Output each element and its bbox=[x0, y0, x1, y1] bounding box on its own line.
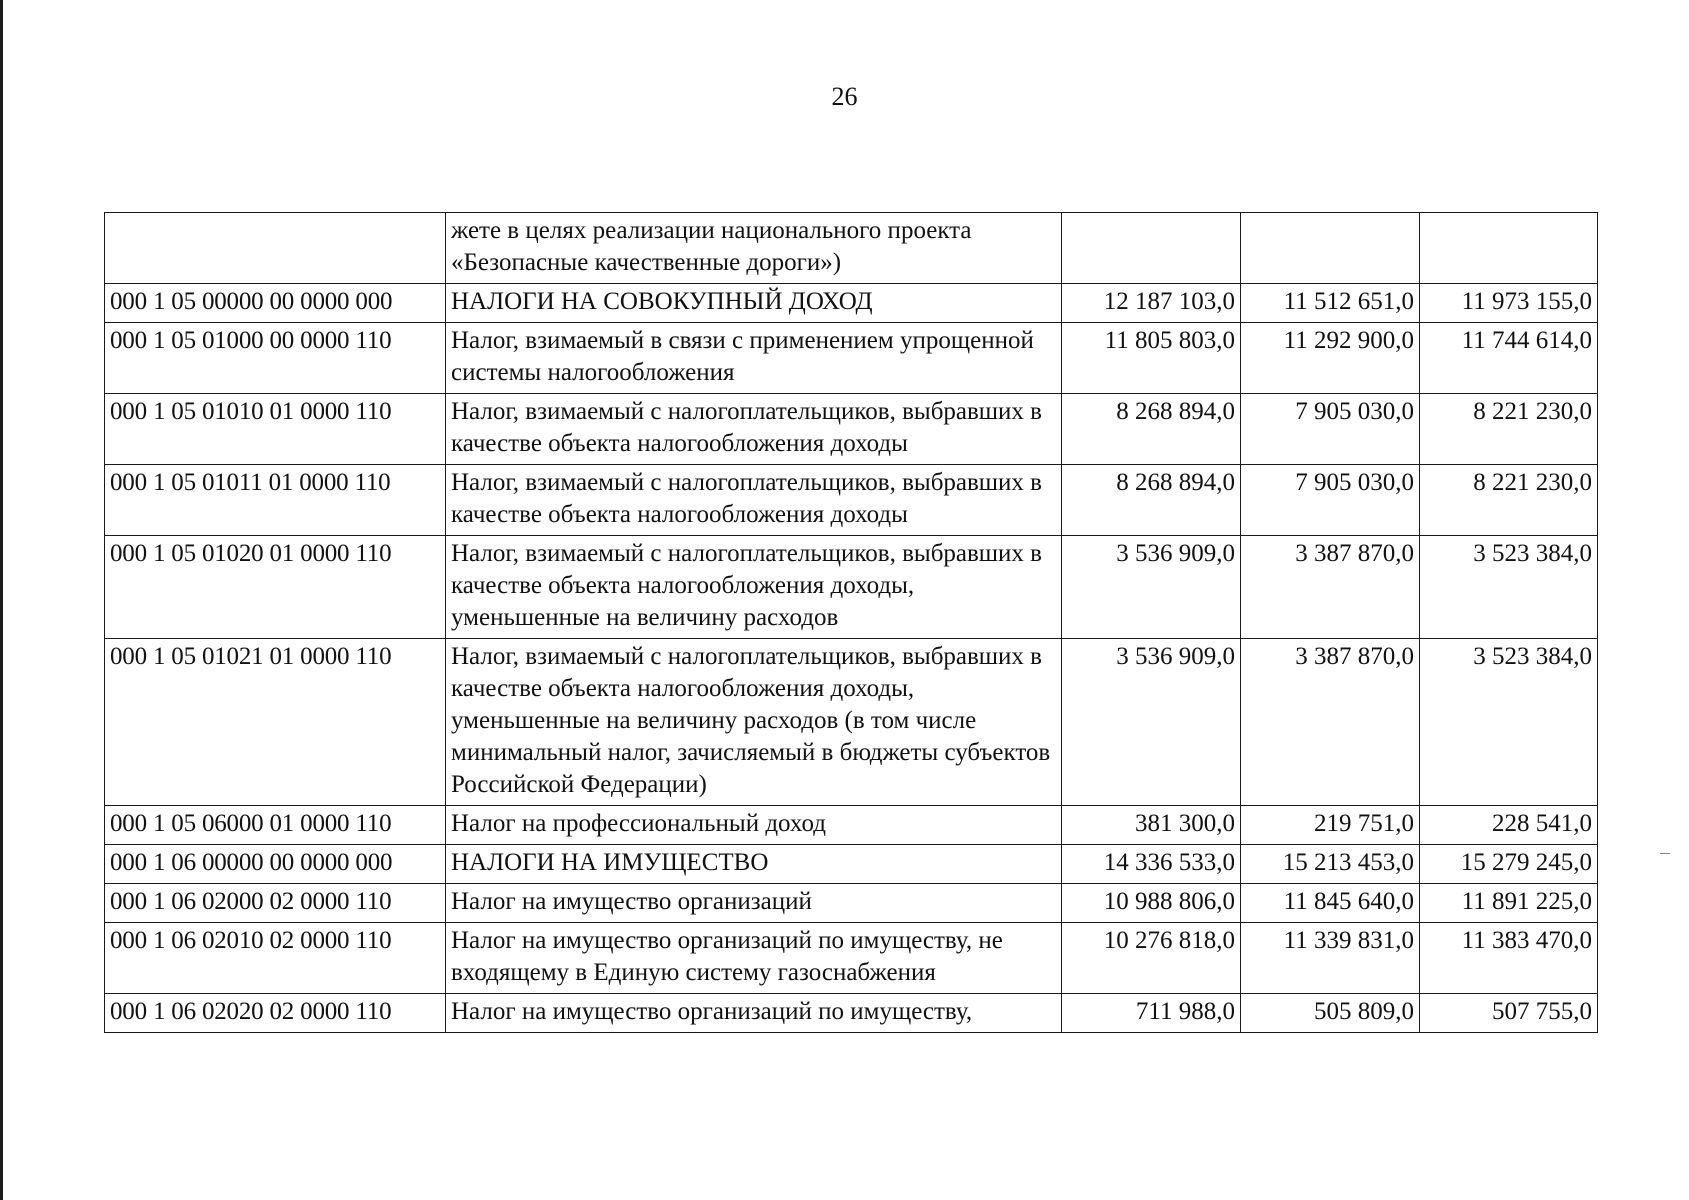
amount-year2-cell: 505 809,0 bbox=[1241, 994, 1420, 1033]
amount-year2-cell: 11 292 900,0 bbox=[1241, 323, 1420, 394]
table-row bbox=[105, 994, 1598, 1033]
amount-year2-cell: 7 905 030,0 bbox=[1241, 394, 1420, 465]
table-row bbox=[105, 923, 1598, 994]
kbk-code-cell: 000 1 05 06000 01 0000 110 bbox=[105, 806, 446, 845]
kbk-code-cell: 000 1 05 01010 01 0000 110 bbox=[105, 394, 446, 465]
amount-year1-cell: 711 988,0 bbox=[1062, 994, 1241, 1033]
kbk-code-cell: 000 1 06 02010 02 0000 110 bbox=[105, 923, 446, 994]
revenue-name-cell: НАЛОГИ НА СОВОКУПНЫЙ ДОХОД bbox=[446, 284, 1062, 323]
amount-year1-cell: 10 988 806,0 bbox=[1062, 884, 1241, 923]
kbk-code-cell: 000 1 05 00000 00 0000 000 bbox=[105, 284, 446, 323]
amount-year1-cell: 11 805 803,0 bbox=[1062, 323, 1241, 394]
kbk-code-cell: 000 1 05 01020 01 0000 110 bbox=[105, 536, 446, 639]
revenue-name-cell: Налог, взимаемый с налогоплательщиков, выбравших в качестве объекта налогообложения доходы, уменьшенные на величину расходов bbox=[446, 536, 1062, 639]
revenue-table bbox=[104, 212, 1598, 1033]
table-row bbox=[105, 284, 1598, 323]
kbk-code-cell bbox=[105, 213, 446, 284]
table-row bbox=[105, 465, 1598, 536]
amount-year2-cell bbox=[1241, 213, 1420, 284]
table-row bbox=[105, 536, 1598, 639]
revenue-name-cell: Налог, взимаемый с налогоплательщиков, выбравших в качестве объекта налогообложения доходы bbox=[446, 394, 1062, 465]
revenue-name-cell: Налог на имущество организаций по имуществу, bbox=[446, 994, 1062, 1033]
amount-year1-cell: 8 268 894,0 bbox=[1062, 465, 1241, 536]
amount-year1-cell: 3 536 909,0 bbox=[1062, 639, 1241, 806]
kbk-code-cell: 000 1 06 00000 00 0000 000 bbox=[105, 845, 446, 884]
revenue-table-body bbox=[105, 213, 1598, 1033]
amount-year2-cell: 7 905 030,0 bbox=[1241, 465, 1420, 536]
kbk-code-cell: 000 1 05 01011 01 0000 110 bbox=[105, 465, 446, 536]
revenue-name-cell: Налог на имущество организаций по имуществу, не входящему в Единую систему газоснабжения bbox=[446, 923, 1062, 994]
amount-year1-cell: 381 300,0 bbox=[1062, 806, 1241, 845]
amount-year3-cell: 8 221 230,0 bbox=[1420, 465, 1598, 536]
scan-mark bbox=[1660, 853, 1670, 854]
table-row bbox=[105, 884, 1598, 923]
amount-year3-cell: 8 221 230,0 bbox=[1420, 394, 1598, 465]
scan-edge bbox=[0, 0, 3, 1200]
table-row bbox=[105, 806, 1598, 845]
amount-year3-cell: 11 744 614,0 bbox=[1420, 323, 1598, 394]
amount-year2-cell: 3 387 870,0 bbox=[1241, 639, 1420, 806]
amount-year1-cell: 14 336 533,0 bbox=[1062, 845, 1241, 884]
amount-year2-cell: 3 387 870,0 bbox=[1241, 536, 1420, 639]
table-row bbox=[105, 639, 1598, 806]
table-row bbox=[105, 845, 1598, 884]
amount-year3-cell: 228 541,0 bbox=[1420, 806, 1598, 845]
page-number: 26 bbox=[831, 82, 858, 111]
revenue-name-cell: Налог, взимаемый с налогоплательщиков, выбравших в качестве объекта налогообложения доходы bbox=[446, 465, 1062, 536]
amount-year3-cell: 3 523 384,0 bbox=[1420, 536, 1598, 639]
amount-year2-cell: 15 213 453,0 bbox=[1241, 845, 1420, 884]
table-row bbox=[105, 213, 1598, 284]
revenue-name-cell: Налог, взимаемый с налогоплательщиков, выбравших в качестве объекта налогообложения доходы, уменьшенные на величину расходов (в том числе минимальный налог, зачисляемый в бюджеты субъектов Российской Федерации) bbox=[446, 639, 1062, 806]
kbk-code-cell: 000 1 06 02020 02 0000 110 bbox=[105, 994, 446, 1033]
revenue-name-cell: жете в целях реализации национального проекта «Безопасные качественные дороги») bbox=[446, 213, 1062, 284]
amount-year1-cell bbox=[1062, 213, 1241, 284]
amount-year3-cell: 11 891 225,0 bbox=[1420, 884, 1598, 923]
revenue-name-cell: Налог, взимаемый в связи с применением упрощенной системы налогообложения bbox=[446, 323, 1062, 394]
revenue-name-cell: НАЛОГИ НА ИМУЩЕСТВО bbox=[446, 845, 1062, 884]
amount-year3-cell: 3 523 384,0 bbox=[1420, 639, 1598, 806]
amount-year1-cell: 12 187 103,0 bbox=[1062, 284, 1241, 323]
amount-year1-cell: 3 536 909,0 bbox=[1062, 536, 1241, 639]
table-row bbox=[105, 323, 1598, 394]
kbk-code-cell: 000 1 05 01000 00 0000 110 bbox=[105, 323, 446, 394]
revenue-name-cell: Налог на имущество организаций bbox=[446, 884, 1062, 923]
amount-year2-cell: 11 339 831,0 bbox=[1241, 923, 1420, 994]
amount-year2-cell: 219 751,0 bbox=[1241, 806, 1420, 845]
kbk-code-cell: 000 1 05 01021 01 0000 110 bbox=[105, 639, 446, 806]
amount-year1-cell: 10 276 818,0 bbox=[1062, 923, 1241, 994]
amount-year3-cell bbox=[1420, 213, 1598, 284]
amount-year2-cell: 11 845 640,0 bbox=[1241, 884, 1420, 923]
amount-year3-cell: 507 755,0 bbox=[1420, 994, 1598, 1033]
amount-year1-cell: 8 268 894,0 bbox=[1062, 394, 1241, 465]
amount-year2-cell: 11 512 651,0 bbox=[1241, 284, 1420, 323]
amount-year3-cell: 15 279 245,0 bbox=[1420, 845, 1598, 884]
table-row bbox=[105, 394, 1598, 465]
revenue-name-cell: Налог на профессиональный доход bbox=[446, 806, 1062, 845]
amount-year3-cell: 11 973 155,0 bbox=[1420, 284, 1598, 323]
amount-year3-cell: 11 383 470,0 bbox=[1420, 923, 1598, 994]
kbk-code-cell: 000 1 06 02000 02 0000 110 bbox=[105, 884, 446, 923]
